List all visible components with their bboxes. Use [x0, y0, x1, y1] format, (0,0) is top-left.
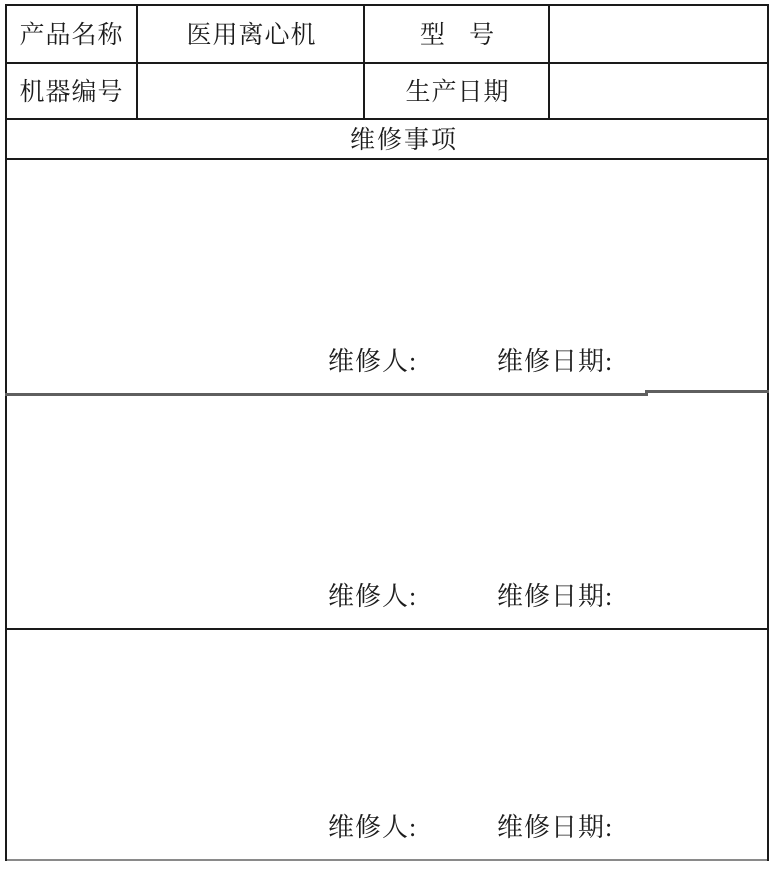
repairer-label: 维修人:	[328, 347, 418, 376]
repair-date-label: 维修日期:	[497, 347, 614, 376]
section-header-repair-items: 维修事项	[349, 127, 458, 154]
machine-number-label: 机器编号	[19, 79, 124, 106]
machine-number-value	[138, 62, 365, 118]
repairer-label: 维修人:	[328, 813, 418, 842]
product-name-value: 医用离心机	[186, 22, 317, 49]
model-label: 型 号	[419, 22, 496, 49]
product-name-label: 产品名称	[19, 22, 124, 49]
repairer-label: 维修人:	[328, 582, 418, 611]
repair-date-label: 维修日期:	[497, 582, 614, 611]
production-date-value	[550, 62, 767, 118]
maintenance-entry-block-2	[5, 396, 769, 626]
maintenance-entry-block-3	[5, 630, 769, 857]
production-date-label: 生产日期	[405, 79, 510, 106]
maintenance-entry-block-1	[5, 160, 769, 391]
repair-date-label: 维修日期:	[497, 813, 614, 842]
model-value	[550, 4, 767, 62]
table-border-bottom	[5, 859, 769, 861]
